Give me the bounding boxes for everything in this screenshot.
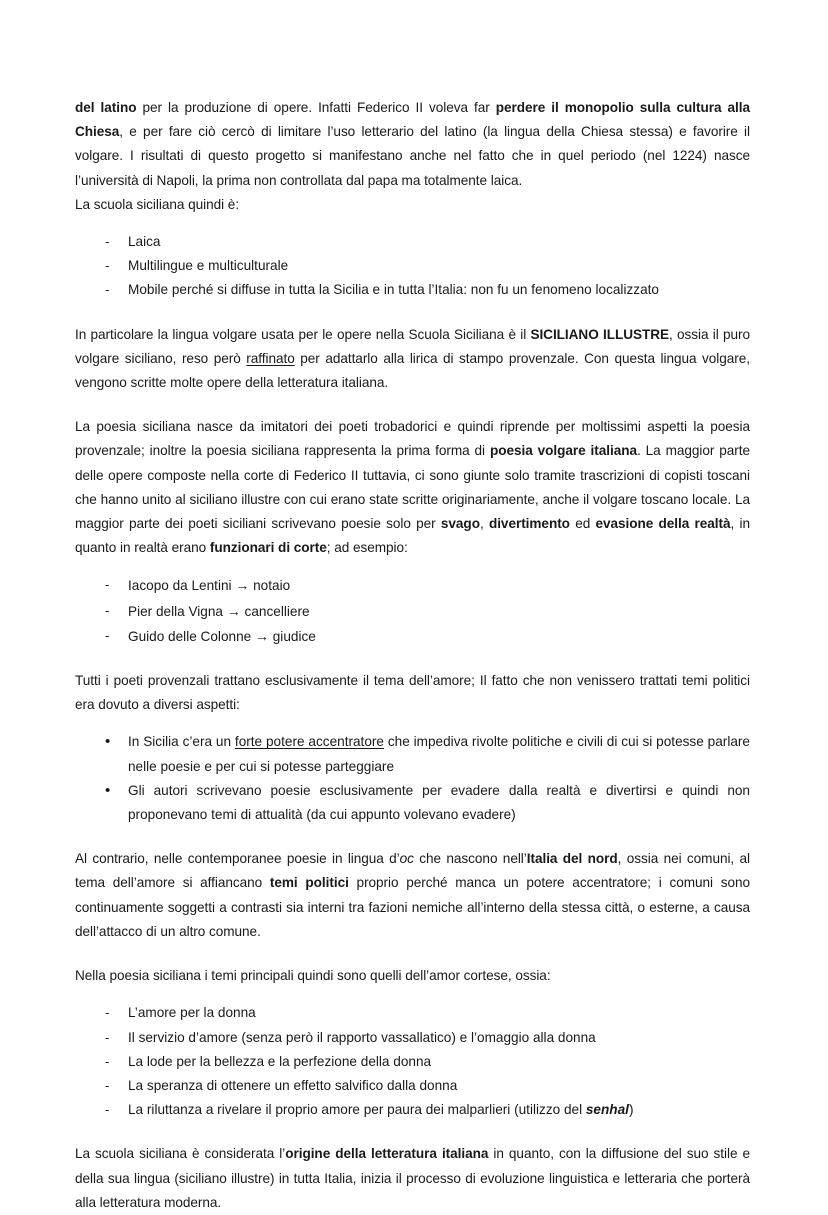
spacer [75,1122,750,1142]
dash-marker-icon: - [105,234,110,250]
paragraph-temi-amore-provenzali: Tutti i poeti provenzali trattano esclusivamente il tema dell’amore; Il fatto che non venissero trattati temi politici era dovuto a diversi aspetti: [75,673,750,713]
list-motivi-assenza-temi-politici [75,730,750,827]
text-run: ed [569,516,596,532]
bullet-dot-icon: • [105,733,111,751]
text-run: Gli autori scrivevano poesie esclusivamente per evadere dalla realtà e divertirsi e quindi non proponevano temi di attualità (da cui appunto volevano evadere) [128,782,750,823]
text-run: in quanto, con la diffusione del suo stile e della sua lingua (siciliano illustre) in tutta Italia, inizia il processo di evoluzione linguistica e letteraria che porterà alla letteratura moderna. [75,1146,750,1210]
list-item-label: L’amore per la donna [128,1005,256,1021]
spacer [75,560,750,573]
list-caratteristiche-scuola [75,230,750,303]
dash-marker-icon: - [105,1029,110,1045]
dash-marker-icon: - [105,602,110,618]
spacer [75,944,750,964]
dash-marker-icon: - [105,282,110,298]
list-item [75,278,750,302]
paragraph-siciliano-illustre [75,323,750,396]
text-run: , [479,516,489,532]
bold-svago: svago [440,516,480,532]
arrow-right-icon: → [254,627,269,644]
spacer [75,217,750,230]
bold-del-latino: del latino [75,100,137,115]
paragraph-scuola-quindi: La scuola siciliana quindi è: [75,196,240,212]
text-run: , ossia nei comuni, al tema dell’amore si affiancano [75,851,751,891]
list-item [75,624,750,649]
spacer [75,827,750,847]
dash-marker-icon: - [105,1102,110,1118]
underline-forte-potere-accentratore: forte potere accentratore [234,734,384,750]
bold-divertimento: divertimento [488,516,570,532]
bold-italic-senhal: senhal [585,1102,629,1118]
bold-temi-politici: temi politici [269,875,349,891]
text-run: Al contrario, nelle contemporanee poesie in lingua d’ [75,851,400,867]
spacer [75,303,750,323]
list-item-label: Laica [128,234,161,250]
bold-perdere-monopolio: perdere il monopolio sulla cultura alla Chiesa [75,100,751,140]
list-item [75,1001,750,1025]
text-run: La scuola siciliana è considerata l’ [75,1146,286,1162]
paragraph-lingua-oc-italia-nord [75,847,750,944]
bold-funzionari-corte: funzionari di corte [209,540,327,556]
list-item [75,573,750,598]
list-item-label: Mobile perché si diffuse in tutta la Sicilia e in tutta l’Italia: non fu un fenomeno localizzato [128,282,659,298]
list-item-label: La speranza di ottenere un effetto salvifico dalla donna [128,1077,458,1093]
list-temi-amor-cortese [75,1001,750,1122]
bold-poesia-volgare-italiana: poesia volgare italiana [489,443,637,459]
dash-marker-icon: - [105,577,110,593]
bold-origine-letteratura-italiana: origine della letteratura italiana [285,1146,489,1162]
text-run: In particolare la lingua volgare usata per le opere nella Scuola Siciliana è il [75,326,531,342]
paragraph-poesia-siciliana-origini [75,415,750,560]
document-body [75,96,750,1215]
list-item [75,730,750,778]
poet-role: notaio [253,578,291,594]
bullet-dot-icon: • [105,781,111,799]
list-item-label: La lode per la bellezza e la perfezione della donna [128,1053,432,1069]
dash-marker-icon: - [105,1077,110,1093]
list-item [75,1098,750,1122]
text-run: che nascono nell’ [413,851,527,867]
bold-evasione-realta: evasione della realtà [595,516,731,532]
paragraph-latin-monopoly [75,96,750,193]
text-run: , e per fare ciò cercò di limitare l’uso letterario del latino (la lingua della Chiesa stessa) e favorire il volgare. I risultati di questo progetto si manifestano anche nel fatto che in quel periodo (nel 1224) nasce l’università di Napoli, la prima non controllata dal papa ma totalmente laica. [75,124,750,188]
poet-name: Iacopo da Lentini [128,578,232,594]
text-run: In Sicilia c’era un [128,734,235,750]
paragraph-temi-amor-cortese: Nella poesia siciliana i temi principali quindi sono quelli dell’amor cortese, ossia: [75,968,551,984]
arrow-right-icon: → [235,577,250,594]
poet-name: Pier della Vigna [128,603,223,619]
text-run: ) [628,1102,634,1118]
italic-oc: oc [399,851,414,867]
list-item [75,1074,750,1098]
dash-marker-icon: - [105,258,110,274]
spacer [75,717,750,730]
dash-marker-icon: - [105,627,110,643]
list-item [75,599,750,624]
text-run: . La maggior parte delle opere composte nella corte di Federico II tuttavia, ci sono giunte solo tramite trascrizioni di copisti toscani che hanno unito al siciliano illustre con cui erano state scritte originariamente, anche il volgare toscano locale. La maggior parte dei poeti siciliani scrivevano poesie solo per [75,443,750,532]
paragraph-origine-letteratura-italiana [75,1142,750,1215]
text-run: , ossia il puro volgare siciliano, reso però [75,326,751,366]
text-run: che impediva rivolte politiche e civili di cui si potesse parlare nelle poesie e per cui si potesse parteggiare [128,734,750,774]
list-item [75,254,750,278]
spacer [75,988,750,1001]
poet-name: Guido delle Colonne [128,628,252,644]
list-item [75,779,750,827]
bold-siciliano-illustre: SICILIANO ILLUSTRE [530,326,670,342]
dash-marker-icon: - [105,1053,110,1069]
list-item-label: Il servizio d’amore (senza però il rapporto vassallatico) e l’omaggio alla donna [128,1029,596,1045]
spacer [75,395,750,415]
dash-marker-icon: - [105,1005,110,1021]
text-run: per la produzione di opere. Infatti Federico II voleva far [136,100,496,115]
poet-role: giudice [272,628,316,644]
poet-role: cancelliere [244,603,310,619]
text-run: La poesia siciliana nasce da imitatori dei poeti trobadorici e quindi riprende per moltissimi aspetti la poesia provenzale; inoltre la poesia siciliana rappresenta la prima forma di [75,419,750,459]
arrow-right-icon: → [226,602,241,619]
list-item [75,1050,750,1074]
text-run: per adattarlo alla lirica di stampo provenzale. Con questa lingua volgare, vengono scritte molte opere della letteratura italiana. [75,350,750,391]
list-poeti-ruoli [75,573,750,649]
text-run: proprio perché manca un potere accentratore; i comuni sono continuamente soggetti a contrasti sia interni tra fazioni nemiche all’interno della stessa città, o esterne, a causa dell’attacco di un altro comune. [75,875,750,939]
underline-raffinato: raffinato [246,350,295,366]
list-item [75,230,750,254]
text-run: La riluttanza a rivelare il proprio amore per paura dei malparlieri (utilizzo del [128,1102,586,1118]
list-item [75,1026,750,1050]
text-run: , in quanto in realtà erano [75,516,750,556]
text-run: ; ad esempio: [326,540,408,556]
spacer [75,649,750,669]
bold-italia-del-nord: Italia del nord [526,851,618,867]
list-item-label: Multilingue e multiculturale [128,258,289,274]
